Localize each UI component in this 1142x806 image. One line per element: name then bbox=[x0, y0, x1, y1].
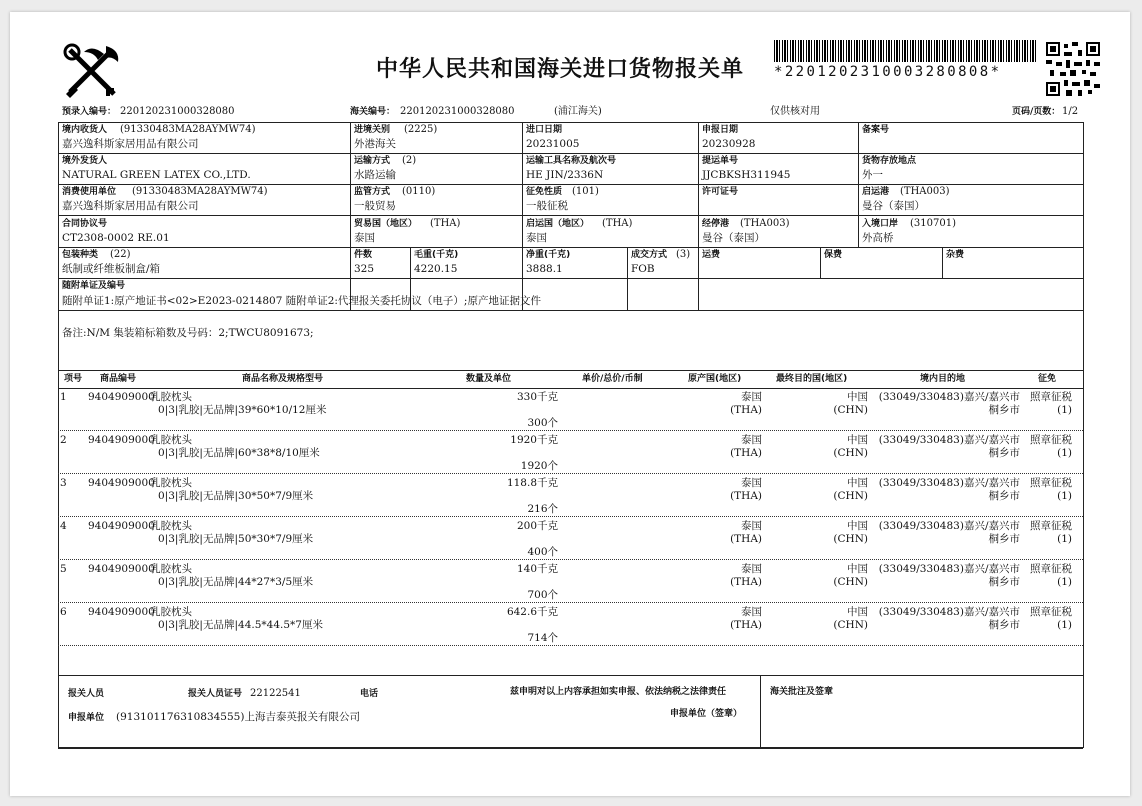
item-code: 9404909000 bbox=[88, 477, 155, 489]
item-levy: 照章征税 bbox=[1030, 434, 1072, 446]
phone-label: 电话 bbox=[360, 689, 379, 699]
row-separator bbox=[58, 559, 1083, 560]
item-name: 乳胶枕头 bbox=[150, 606, 192, 618]
item-origin: 泰国 bbox=[741, 391, 762, 403]
contract-label: 合同协议号 bbox=[62, 219, 108, 229]
item-domestic: (33049/330483)嘉兴/嘉兴市 bbox=[878, 391, 1020, 403]
item-origin-code: (THA) bbox=[730, 490, 762, 502]
item-code: 9404909000 bbox=[88, 520, 155, 532]
item-qty-weight: 1920千克 bbox=[510, 434, 558, 446]
levy-code: (101) bbox=[572, 186, 599, 197]
net: 3888.1 bbox=[526, 263, 563, 275]
entry-port-name: 外港海关 bbox=[354, 138, 396, 150]
declare-date-label: 申报日期 bbox=[702, 125, 739, 135]
departure-port: 曼谷（泰国） bbox=[862, 200, 925, 212]
customs-note: 海关批注及签章 bbox=[770, 687, 834, 697]
item-origin-code: (THA) bbox=[730, 404, 762, 416]
col-domestic: 境内目的地 bbox=[920, 374, 966, 384]
transport-mode-code: (2) bbox=[402, 155, 417, 166]
trade-country-label: 贸易国（地区） bbox=[354, 219, 418, 229]
pre-entry-number: 220120231000328080 bbox=[120, 106, 235, 117]
storage-label: 货物存放地点 bbox=[862, 156, 917, 166]
item-qty-weight: 140千克 bbox=[516, 563, 558, 575]
item-origin: 泰国 bbox=[741, 520, 762, 532]
item-qty-weight: 642.6千克 bbox=[506, 606, 558, 618]
col-levy: 征免 bbox=[1038, 374, 1057, 384]
declarant-unit-label: 申报单位 bbox=[68, 713, 105, 723]
entry-port-label: 进境关别 bbox=[354, 125, 391, 135]
license-label: 许可证号 bbox=[702, 187, 739, 197]
package-code: (22) bbox=[110, 249, 131, 260]
item-dest: 中国 bbox=[847, 434, 868, 446]
col-qty: 数量及单位 bbox=[466, 374, 512, 384]
item-spec: 0|3|乳胶|无品牌|39*60*10/12厘米 bbox=[158, 404, 327, 416]
declare-date: 20230928 bbox=[702, 138, 756, 150]
barcode-text: *2201202310003280808* bbox=[774, 64, 1002, 80]
item-dest: 中国 bbox=[847, 606, 868, 618]
item-dest: 中国 bbox=[847, 520, 868, 532]
item-dest: 中国 bbox=[847, 391, 868, 403]
col-code: 商品编号 bbox=[100, 374, 137, 384]
gross: 4220.15 bbox=[414, 263, 458, 275]
item-levy: 照章征税 bbox=[1030, 477, 1072, 489]
transport-mode-label: 运输方式 bbox=[354, 156, 391, 166]
row-separator bbox=[58, 473, 1083, 474]
col-name: 商品名称及规格型号 bbox=[242, 374, 324, 384]
origin-country-label: 启运国（地区） bbox=[526, 219, 590, 229]
customs-number: 220120231000328080 bbox=[400, 106, 515, 117]
item-domestic: (33049/330483)嘉兴/嘉兴市 bbox=[878, 477, 1020, 489]
item-levy-code: (1) bbox=[1057, 404, 1072, 416]
item-domestic: (33049/330483)嘉兴/嘉兴市 bbox=[878, 606, 1020, 618]
item-domestic-city: 桐乡市 bbox=[988, 533, 1020, 545]
item-dest-code: (CHN) bbox=[833, 447, 868, 459]
freight-label: 运费 bbox=[702, 250, 721, 260]
shipper-label: 境外发货人 bbox=[62, 156, 108, 166]
item-spec: 0|3|乳胶|无品牌|60*38*8/10厘米 bbox=[158, 447, 320, 459]
item-domestic-city: 桐乡市 bbox=[988, 490, 1020, 502]
trade-country: 泰国 bbox=[354, 232, 375, 244]
deal-label: 成交方式 bbox=[631, 250, 668, 260]
consignee-label: 境内收货人 bbox=[62, 125, 108, 135]
item-no: 4 bbox=[60, 520, 67, 532]
item-qty-count: 400个 bbox=[527, 546, 558, 558]
item-code: 9404909000 bbox=[88, 563, 155, 575]
item-no: 1 bbox=[60, 391, 67, 403]
page-label: 页码/页数： bbox=[1012, 107, 1061, 117]
entry-point-label: 入境口岸 bbox=[862, 219, 899, 229]
item-levy-code: (1) bbox=[1057, 619, 1072, 631]
item-dest-code: (CHN) bbox=[833, 619, 868, 631]
item-domestic: (33049/330483)嘉兴/嘉兴市 bbox=[878, 520, 1020, 532]
item-qty-weight: 330千克 bbox=[516, 391, 558, 403]
verify-only-note: 仅供核对用 bbox=[770, 106, 820, 117]
consignee-name: 嘉兴逸科斯家居用品有限公司 bbox=[62, 138, 199, 150]
misc-label: 杂费 bbox=[946, 250, 965, 260]
item-levy: 照章征税 bbox=[1030, 520, 1072, 532]
item-name: 乳胶枕头 bbox=[150, 477, 192, 489]
departure-port-code: (THA003) bbox=[900, 186, 950, 197]
item-levy-code: (1) bbox=[1057, 533, 1072, 545]
package-label: 包装种类 bbox=[62, 250, 99, 260]
customs-declaration-page bbox=[10, 12, 1130, 796]
item-origin: 泰国 bbox=[741, 434, 762, 446]
item-qty-weight: 200千克 bbox=[516, 520, 558, 532]
item-origin: 泰国 bbox=[741, 477, 762, 489]
item-no: 6 bbox=[60, 606, 67, 618]
item-domestic-city: 桐乡市 bbox=[988, 576, 1020, 588]
package: 纸制或纤维板制盒/箱 bbox=[62, 263, 161, 275]
user-name: 嘉兴逸科斯家居用品有限公司 bbox=[62, 200, 199, 212]
gross-label: 毛重(千克) bbox=[414, 250, 459, 260]
shipper-name: NATURAL GREEN LATEX CO.,LTD. bbox=[62, 169, 251, 181]
page-title: 中华人民共和国海关进口货物报关单 bbox=[376, 57, 745, 82]
customs-office: (浦江海关) bbox=[554, 106, 602, 117]
user-code: (91330483MA28AYMW74) bbox=[132, 186, 268, 197]
user-label: 消费使用单位 bbox=[62, 187, 117, 197]
item-qty-count: 700个 bbox=[527, 589, 558, 601]
col-no: 项号 bbox=[64, 374, 83, 384]
item-no: 3 bbox=[60, 477, 67, 489]
customs-emblem-icon bbox=[62, 42, 124, 100]
item-spec: 0|3|乳胶|无品牌|44.5*44.5*7厘米 bbox=[158, 619, 323, 631]
item-dest: 中国 bbox=[847, 477, 868, 489]
item-levy-code: (1) bbox=[1057, 490, 1072, 502]
deal: FOB bbox=[631, 263, 655, 275]
item-name: 乳胶枕头 bbox=[150, 520, 192, 532]
insurance-label: 保费 bbox=[824, 250, 843, 260]
item-levy: 照章征税 bbox=[1030, 563, 1072, 575]
item-origin-code: (THA) bbox=[730, 619, 762, 631]
item-levy-code: (1) bbox=[1057, 447, 1072, 459]
origin-country: 泰国 bbox=[526, 232, 547, 244]
vessel: HE JIN/2336N bbox=[526, 169, 604, 181]
item-qty-count: 1920个 bbox=[520, 460, 558, 472]
row-separator bbox=[58, 516, 1083, 517]
item-dest-code: (CHN) bbox=[833, 404, 868, 416]
declarant-unit: (913101176310834555)上海吉泰英报关有限公司 bbox=[116, 711, 360, 723]
col-price: 单价/总价/币制 bbox=[582, 374, 643, 384]
import-date-label: 进口日期 bbox=[526, 125, 563, 135]
levy-label: 征免性质 bbox=[526, 187, 563, 197]
origin-country-code: (THA) bbox=[602, 218, 633, 229]
declarant-seal: 申报单位（签章） bbox=[670, 709, 743, 719]
docs: 随附单证1:原产地证书<02>E2023-0214807 随附单证2:代理报关委托协议（电子）;原产地证据文件 bbox=[62, 295, 541, 307]
declaration-statement: 兹申明对以上内容承担如实申报、依法纳税之法律责任 bbox=[510, 687, 727, 697]
bl-label: 提运单号 bbox=[702, 156, 739, 166]
item-dest: 中国 bbox=[847, 563, 868, 575]
item-domestic: (33049/330483)嘉兴/嘉兴市 bbox=[878, 434, 1020, 446]
entry-point: 外高桥 bbox=[862, 232, 894, 244]
entry-point-code: (310701) bbox=[910, 218, 956, 229]
levy: 一般征税 bbox=[526, 200, 568, 212]
supervision-label: 监管方式 bbox=[354, 187, 391, 197]
row-separator bbox=[58, 430, 1083, 431]
departure-port-label: 启运港 bbox=[862, 187, 890, 197]
vessel-label: 运输工具名称及航次号 bbox=[526, 156, 617, 166]
barcode bbox=[774, 40, 1036, 62]
declarant-cert-label: 报关人员证号 bbox=[188, 689, 243, 699]
item-code: 9404909000 bbox=[88, 391, 155, 403]
pieces: 325 bbox=[354, 263, 375, 275]
item-origin: 泰国 bbox=[741, 563, 762, 575]
item-code: 9404909000 bbox=[88, 606, 155, 618]
declarant-label: 报关人员 bbox=[68, 689, 105, 699]
entry-port-code: (2225) bbox=[404, 124, 438, 135]
item-qty-count: 300个 bbox=[527, 417, 558, 429]
item-levy-code: (1) bbox=[1057, 576, 1072, 588]
item-spec: 0|3|乳胶|无品牌|50*30*7/9厘米 bbox=[158, 533, 314, 545]
page-value: 1/2 bbox=[1062, 106, 1079, 117]
item-dest-code: (CHN) bbox=[833, 576, 868, 588]
storage: 外一 bbox=[862, 169, 883, 181]
item-qty-count: 714个 bbox=[527, 632, 558, 644]
remark: 备注:N/M 集装箱标箱数及号码：2;TWCU8091673; bbox=[62, 327, 314, 339]
pre-entry-label: 预录入编号： bbox=[62, 107, 117, 117]
col-origin: 原产国(地区) bbox=[688, 374, 742, 384]
item-name: 乳胶枕头 bbox=[150, 434, 192, 446]
row-separator bbox=[58, 645, 1083, 646]
col-dest: 最终目的国(地区) bbox=[776, 374, 848, 384]
import-date: 20231005 bbox=[526, 138, 580, 150]
item-no: 5 bbox=[60, 563, 67, 575]
item-domestic-city: 桐乡市 bbox=[988, 619, 1020, 631]
item-domestic: (33049/330483)嘉兴/嘉兴市 bbox=[878, 563, 1020, 575]
item-dest-code: (CHN) bbox=[833, 490, 868, 502]
consignee-code: (91330483MA28AYMW74) bbox=[120, 124, 256, 135]
transit-port-label: 经停港 bbox=[702, 219, 730, 229]
transit-port: 曼谷（泰国） bbox=[702, 232, 765, 244]
trade-country-code: (THA) bbox=[430, 218, 461, 229]
item-code: 9404909000 bbox=[88, 434, 155, 446]
item-spec: 0|3|乳胶|无品牌|30*50*7/9厘米 bbox=[158, 490, 314, 502]
transport-mode: 水路运输 bbox=[354, 169, 396, 181]
item-origin-code: (THA) bbox=[730, 447, 762, 459]
item-qty-count: 216个 bbox=[527, 503, 558, 515]
item-origin-code: (THA) bbox=[730, 576, 762, 588]
docs-label: 随附单证及编号 bbox=[62, 281, 126, 291]
row-separator bbox=[58, 602, 1083, 603]
record-no-label: 备案号 bbox=[862, 125, 890, 135]
deal-code: (3) bbox=[676, 249, 691, 260]
transit-port-code: (THA003) bbox=[740, 218, 790, 229]
item-qty-weight: 118.8千克 bbox=[506, 477, 558, 489]
item-domestic-city: 桐乡市 bbox=[988, 404, 1020, 416]
item-domestic-city: 桐乡市 bbox=[988, 447, 1020, 459]
item-no: 2 bbox=[60, 434, 67, 446]
net-label: 净重(千克) bbox=[526, 250, 571, 260]
pieces-label: 件数 bbox=[354, 250, 373, 260]
item-origin-code: (THA) bbox=[730, 533, 762, 545]
declarant-cert: 22122541 bbox=[250, 688, 301, 699]
customs-no-label: 海关编号： bbox=[350, 107, 396, 117]
item-name: 乳胶枕头 bbox=[150, 563, 192, 575]
item-levy: 照章征税 bbox=[1030, 391, 1072, 403]
supervision: 一般贸易 bbox=[354, 200, 396, 212]
item-origin: 泰国 bbox=[741, 606, 762, 618]
bl-number: JJCBKSH311945 bbox=[702, 169, 791, 181]
qr-code-icon bbox=[1046, 42, 1100, 96]
supervision-code: (0110) bbox=[402, 186, 436, 197]
item-spec: 0|3|乳胶|无品牌|44*27*3/5厘米 bbox=[158, 576, 314, 588]
contract-no: CT2308-0002 RE.01 bbox=[62, 232, 170, 244]
item-levy: 照章征税 bbox=[1030, 606, 1072, 618]
item-dest-code: (CHN) bbox=[833, 533, 868, 545]
item-name: 乳胶枕头 bbox=[150, 391, 192, 403]
